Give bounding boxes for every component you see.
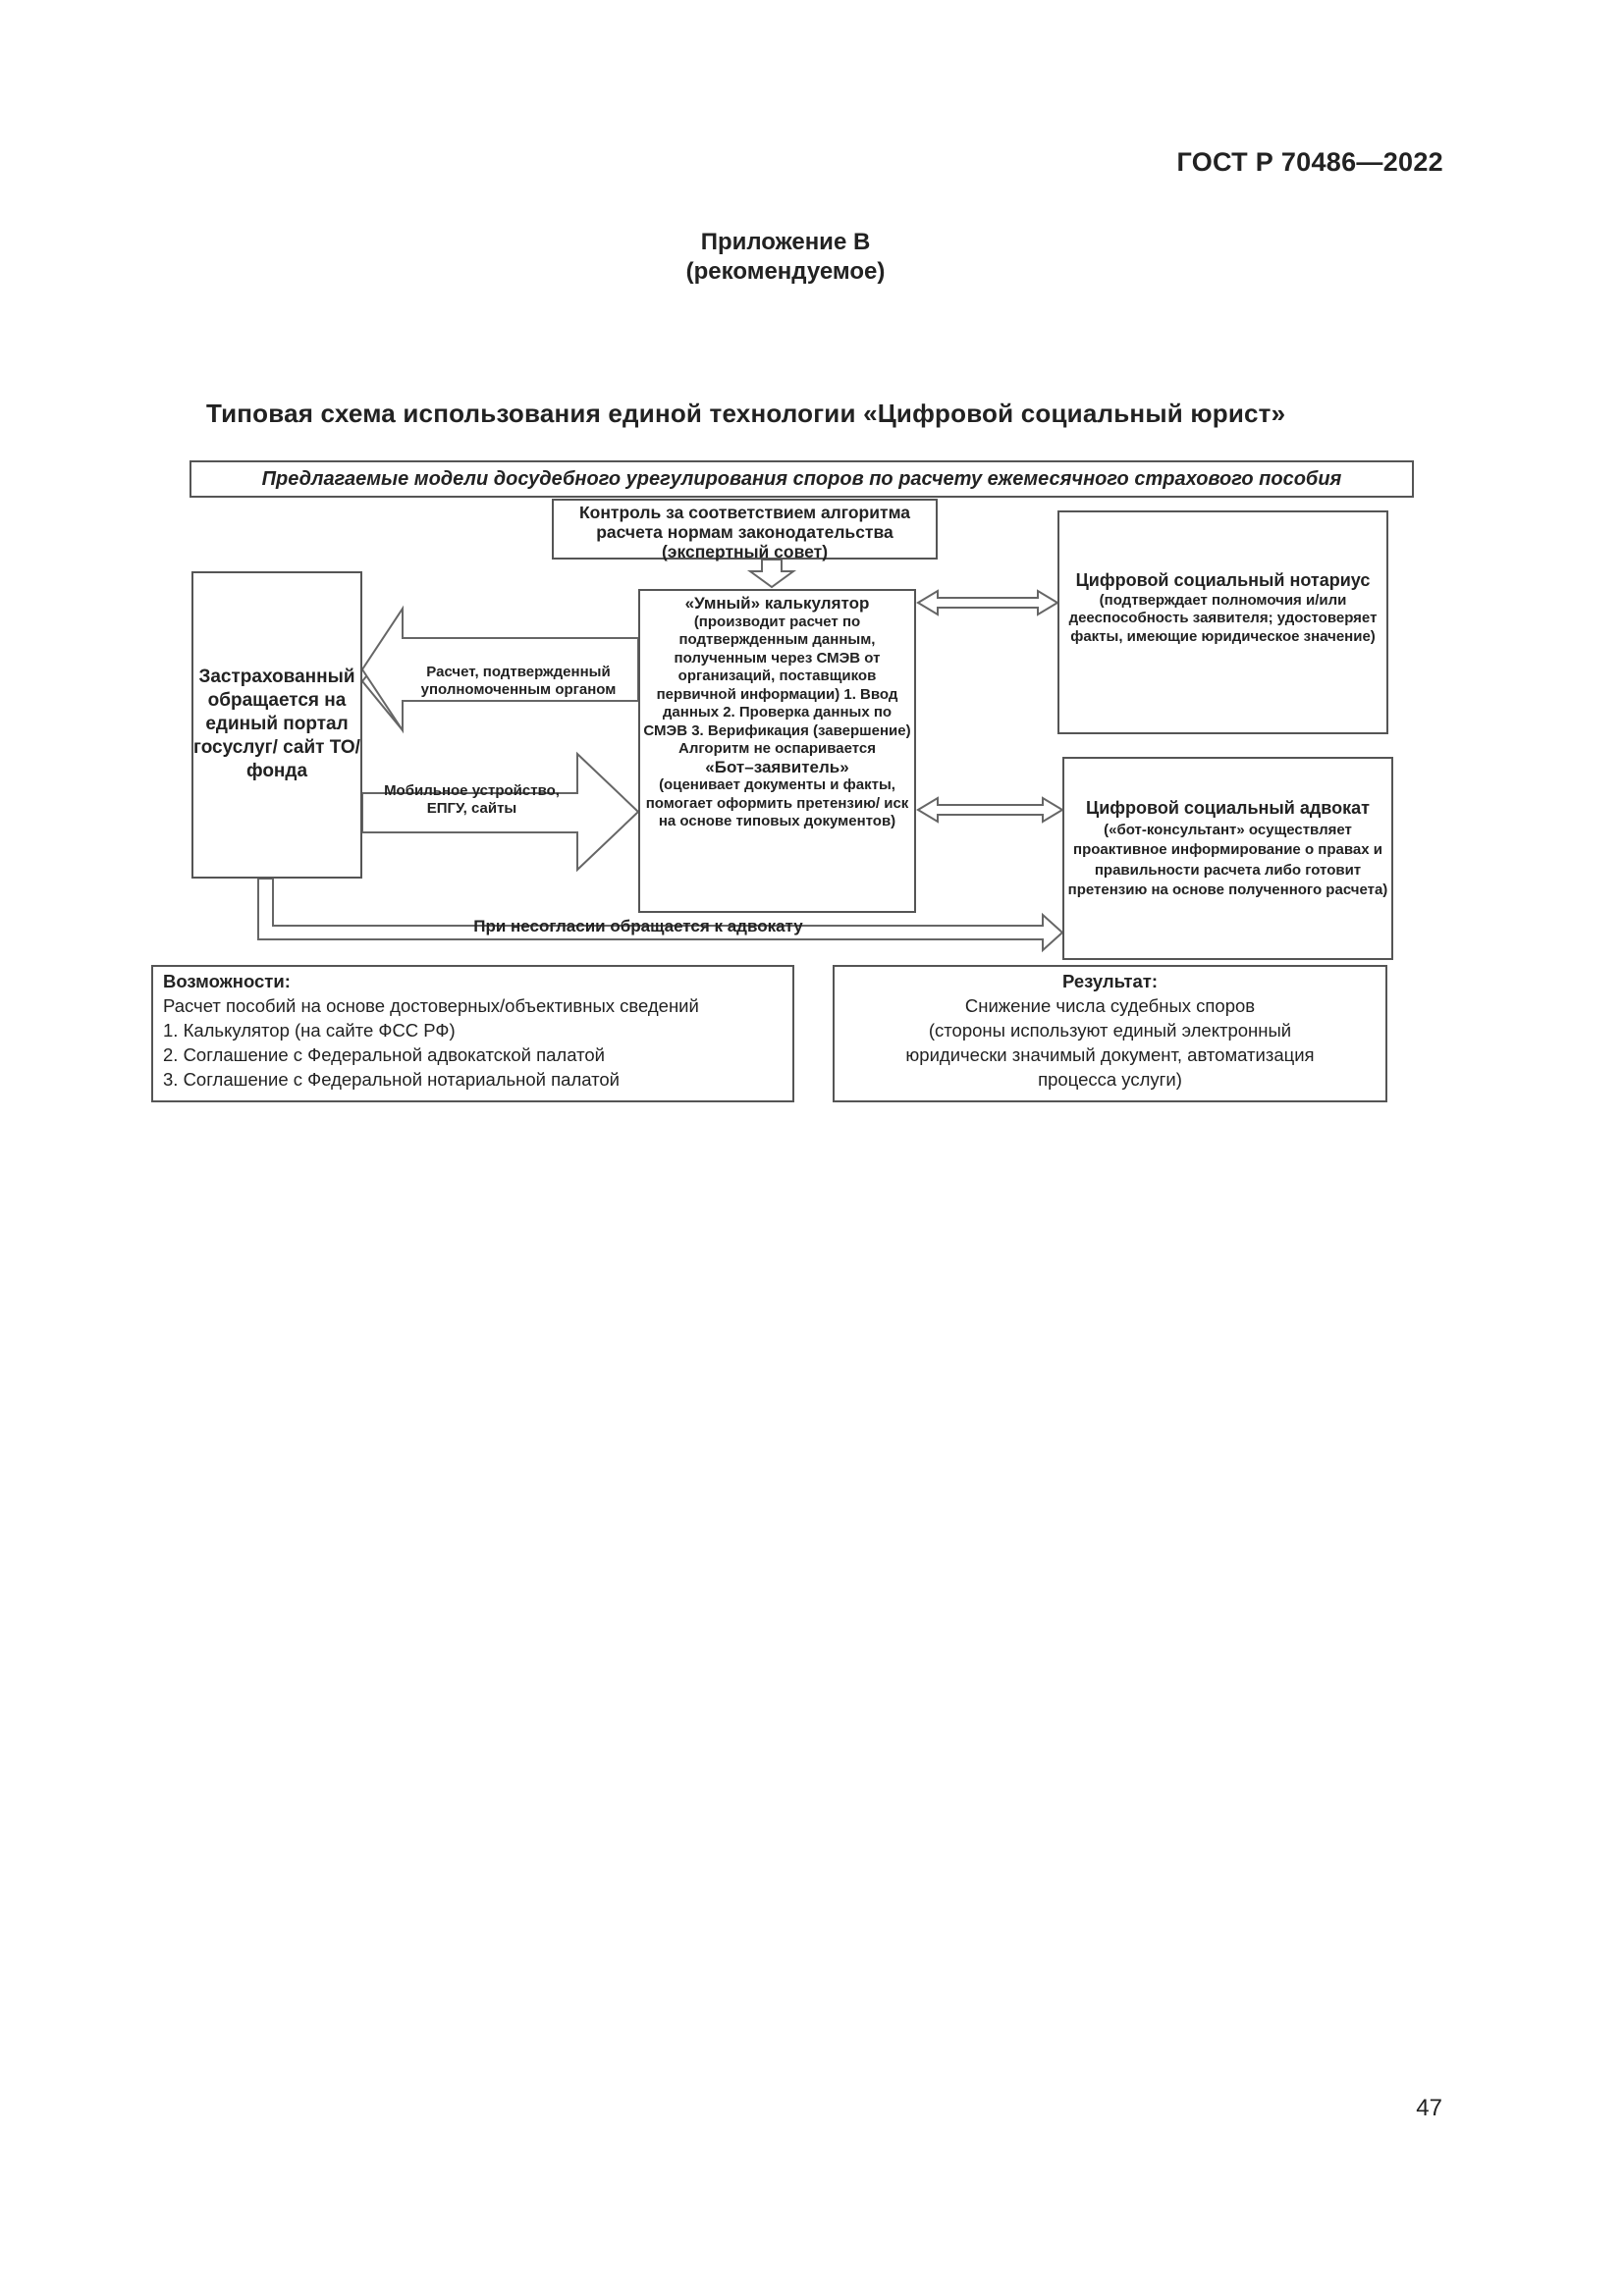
opportunities-title: Возможности: <box>163 971 291 991</box>
result-line: процесса услуги) <box>1038 1069 1182 1090</box>
calculator-heading: «Умный» калькулятор <box>684 594 870 613</box>
left-arrow-label: Расчет, подтвержденный уполномоченным органом <box>420 664 617 698</box>
smart-calculator-box <box>638 589 916 913</box>
result-line: юридически значимый документ, автоматизация <box>905 1044 1315 1065</box>
digital-notary-box <box>1057 510 1388 734</box>
calc-advocate-double-arrow <box>918 798 1062 822</box>
calc-notary-double-arrow <box>918 591 1057 614</box>
opportunity-item: Расчет пособий на основе достоверных/объективных сведений <box>163 995 699 1016</box>
notary-heading: Цифровой социальный нотариус <box>1075 570 1371 590</box>
opportunities-box <box>151 965 794 1102</box>
appendix-title: Приложение В <box>700 229 871 255</box>
appendix-subtitle: (рекомендуемое) <box>685 258 886 285</box>
notary-text: (подтверждает полномочия и/или дееспособность заявителя; удостоверяет факты, имеющие юридическое значение) <box>1068 591 1378 645</box>
result-line: (стороны используют единый электронный <box>928 1020 1292 1041</box>
calculator-text: (производит расчет по подтвержденным данным, полученным через СМЭВ от организаций, поставщиков первичной информации) 1. Ввод данных 2. Проверка данных по СМЭВ 3. Верификация (завершение) Алгоритм не оспаривается <box>643 613 911 757</box>
result-title: Результат: <box>1061 971 1159 991</box>
control-box: Контроль за соответствием алгоритма расчета нормам законодательства (экспертный совет) <box>552 499 938 560</box>
document-code: ГОСТ Р 70486—2022 <box>1176 147 1443 177</box>
advocate-text: («бот-консультант» осуществляет проактивное информирование о правах и правильности расчета либо готовит претензию на основе полученного расчета) <box>1067 821 1388 898</box>
models-banner: Предлагаемые модели досудебного урегулирования споров по расчету ежемесячного страхового пособия <box>189 460 1414 498</box>
bot-text: (оценивает документы и факты, помогает оформить претензию/ иск на основе типовых документов) <box>645 776 909 829</box>
opportunity-item: 2. Соглашение с Федеральной адвокатской палатой <box>163 1044 605 1065</box>
digital-advocate-box <box>1062 757 1393 960</box>
result-box <box>833 965 1387 1102</box>
insured-box <box>191 571 362 879</box>
result-line: Снижение числа судебных споров <box>964 995 1256 1016</box>
diagram-title: Типовая схема использования единой технологии «Цифровой социальный юрист» <box>206 399 1286 428</box>
right-arrow-label: Мобильное устройство, ЕПГУ, сайты <box>384 782 560 817</box>
page-number: 47 <box>1416 2095 1442 2121</box>
insured-text: Застрахованный обращается на единый портал госуслуг/ сайт ТО/фонда <box>193 667 360 781</box>
control-down-arrow <box>750 560 793 587</box>
opportunity-item: 1. Калькулятор (на сайте ФСС РФ) <box>163 1020 456 1041</box>
bot-heading: «Бот–заявитель» <box>705 757 849 776</box>
opportunity-item: 3. Соглашение с Федеральной нотариальной палатой <box>163 1069 621 1090</box>
advocate-heading: Цифровой социальный адвокат <box>1086 798 1370 818</box>
bottom-arrow-label: При несогласии обращается к адвокату <box>473 917 803 935</box>
